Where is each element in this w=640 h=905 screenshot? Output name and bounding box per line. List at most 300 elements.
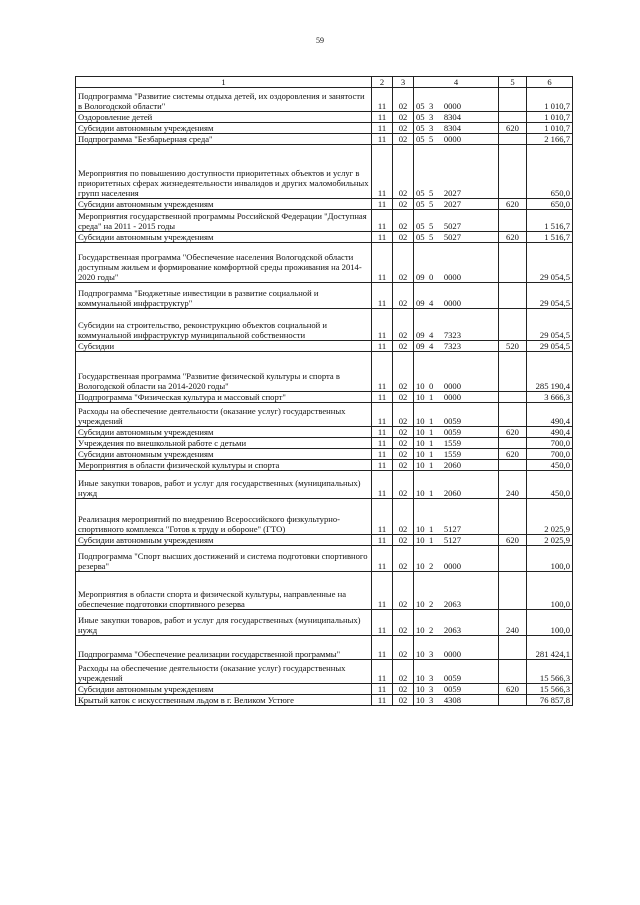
row-col-5 bbox=[499, 210, 527, 232]
row-col-2: 11 bbox=[372, 535, 393, 546]
table-row bbox=[76, 535, 573, 546]
table-row bbox=[76, 341, 573, 352]
row-name: Мероприятия по повышению доступности приоритетных объектов и услуг в приоритетных сферах жизнедеятельности инвалидов и других маломобильных групп населения bbox=[76, 145, 372, 199]
row-name: Реализация мероприятий по внедрению Всероссийского физкультурно-спортивного комплекса "Готов к труду и обороне" (ГТО) bbox=[76, 499, 372, 535]
code-program: 10 bbox=[416, 684, 425, 694]
row-name: Государственная программа "Обеспечение населения Вологодской области доступным жильем и формирование комфортной среды проживания на 2014-2020 годы" bbox=[76, 243, 372, 283]
code-direction: 2063 bbox=[443, 599, 461, 609]
row-col-3: 02 bbox=[393, 636, 414, 660]
row-amount: 1 010,7 bbox=[527, 112, 573, 123]
table-row bbox=[76, 199, 573, 210]
code-subprogram: 1 bbox=[429, 427, 434, 437]
row-col-2: 11 bbox=[372, 438, 393, 449]
code-direction: 8304 bbox=[443, 112, 461, 122]
code-direction: 1559 bbox=[443, 449, 461, 459]
row-col-2: 11 bbox=[372, 636, 393, 660]
code-direction: 2027 bbox=[443, 199, 461, 209]
code-program: 05 bbox=[416, 221, 425, 231]
row-col-5: 240 bbox=[499, 610, 527, 636]
row-col-2: 11 bbox=[372, 610, 393, 636]
row-col-2: 11 bbox=[372, 112, 393, 123]
row-col-3: 02 bbox=[393, 134, 414, 145]
table-row bbox=[76, 112, 573, 123]
row-amount: 29 054,5 bbox=[527, 309, 573, 341]
row-col-5: 620 bbox=[499, 684, 527, 695]
code-subprogram: 1 bbox=[429, 416, 434, 426]
code-program: 10 bbox=[416, 488, 425, 498]
table-row bbox=[76, 438, 573, 449]
row-amount: 1 010,7 bbox=[527, 88, 573, 112]
code-direction: 1559 bbox=[443, 438, 461, 448]
row-amount: 450,0 bbox=[527, 460, 573, 471]
row-col-3: 02 bbox=[393, 123, 414, 134]
row-name: Учреждения по внешкольной работе с детьми bbox=[76, 438, 372, 449]
row-col-3: 02 bbox=[393, 660, 414, 684]
code-program: 10 bbox=[416, 392, 425, 402]
row-col-2: 11 bbox=[372, 352, 393, 392]
table-row bbox=[76, 449, 573, 460]
row-target-code bbox=[414, 684, 499, 695]
row-amount: 1 516,7 bbox=[527, 210, 573, 232]
table-row bbox=[76, 145, 573, 199]
table-row bbox=[76, 232, 573, 243]
row-name: Мероприятия в области физической культуры и спорта bbox=[76, 460, 372, 471]
table-row bbox=[76, 684, 573, 695]
row-col-3: 02 bbox=[393, 403, 414, 427]
row-target-code bbox=[414, 112, 499, 123]
code-subprogram: 1 bbox=[429, 535, 434, 545]
code-program: 10 bbox=[416, 599, 425, 609]
table-row bbox=[76, 210, 573, 232]
row-amount: 29 054,5 bbox=[527, 341, 573, 352]
row-col-5 bbox=[499, 309, 527, 341]
row-name: Субсидии автономным учреждениям bbox=[76, 449, 372, 460]
code-program: 09 bbox=[416, 272, 425, 282]
code-program: 09 bbox=[416, 298, 425, 308]
row-amount: 15 566,3 bbox=[527, 660, 573, 684]
table-row bbox=[76, 660, 573, 684]
code-direction: 0059 bbox=[443, 427, 461, 437]
row-target-code bbox=[414, 88, 499, 112]
code-subprogram: 4 bbox=[429, 330, 434, 340]
row-name: Субсидии автономным учреждениям bbox=[76, 684, 372, 695]
row-target-code bbox=[414, 232, 499, 243]
row-col-3: 02 bbox=[393, 243, 414, 283]
row-amount: 1 516,7 bbox=[527, 232, 573, 243]
row-col-5: 620 bbox=[499, 123, 527, 134]
table-row bbox=[76, 471, 573, 499]
page-number: 59 bbox=[316, 36, 324, 45]
code-direction: 5127 bbox=[443, 535, 461, 545]
row-name: Иные закупки товаров, работ и услуг для государственных (муниципальных) нужд bbox=[76, 610, 372, 636]
row-col-3: 02 bbox=[393, 210, 414, 232]
row-col-2: 11 bbox=[372, 460, 393, 471]
row-col-2: 11 bbox=[372, 546, 393, 572]
row-name: Субсидии bbox=[76, 341, 372, 352]
code-program: 10 bbox=[416, 673, 425, 683]
code-program: 05 bbox=[416, 112, 425, 122]
code-subprogram: 1 bbox=[429, 449, 434, 459]
code-direction: 0000 bbox=[443, 272, 461, 282]
row-amount: 2 166,7 bbox=[527, 134, 573, 145]
row-target-code bbox=[414, 660, 499, 684]
header-col-4: 4 bbox=[414, 77, 499, 88]
row-col-5: 520 bbox=[499, 341, 527, 352]
row-target-code bbox=[414, 636, 499, 660]
row-col-5 bbox=[499, 460, 527, 471]
row-col-2: 11 bbox=[372, 695, 393, 706]
row-amount: 490,4 bbox=[527, 427, 573, 438]
code-direction: 7323 bbox=[443, 341, 461, 351]
row-name: Расходы на обеспечение деятельности (оказание услуг) государственных учреждений bbox=[76, 660, 372, 684]
code-program: 05 bbox=[416, 101, 425, 111]
row-target-code bbox=[414, 610, 499, 636]
row-amount: 29 054,5 bbox=[527, 283, 573, 309]
code-program: 10 bbox=[416, 535, 425, 545]
row-target-code bbox=[414, 460, 499, 471]
code-direction: 0059 bbox=[443, 673, 461, 683]
table-row bbox=[76, 88, 573, 112]
code-direction: 0000 bbox=[443, 381, 461, 391]
row-col-3: 02 bbox=[393, 535, 414, 546]
row-name: Субсидии автономным учреждениям bbox=[76, 199, 372, 210]
code-subprogram: 0 bbox=[429, 381, 434, 391]
table-row bbox=[76, 572, 573, 610]
code-direction: 0000 bbox=[443, 649, 461, 659]
code-program: 10 bbox=[416, 416, 425, 426]
code-direction: 5127 bbox=[443, 524, 461, 534]
code-subprogram: 3 bbox=[429, 695, 434, 705]
row-col-3: 02 bbox=[393, 309, 414, 341]
code-direction: 5027 bbox=[443, 221, 461, 231]
row-name: Крытый каток с искусственным льдом в г. Великом Устюге bbox=[76, 695, 372, 706]
code-program: 09 bbox=[416, 330, 425, 340]
row-name: Подпрограмма "Развитие системы отдыха детей, их оздоровления и занятости в Вологодской области" bbox=[76, 88, 372, 112]
code-program: 05 bbox=[416, 199, 425, 209]
header-col-6: 6 bbox=[527, 77, 573, 88]
row-name: Подпрограмма "Безбарьерная среда" bbox=[76, 134, 372, 145]
row-amount: 100,0 bbox=[527, 572, 573, 610]
row-target-code bbox=[414, 546, 499, 572]
header-col-3: 3 bbox=[393, 77, 414, 88]
code-program: 10 bbox=[416, 625, 425, 635]
row-col-3: 02 bbox=[393, 352, 414, 392]
table-row bbox=[76, 392, 573, 403]
row-target-code bbox=[414, 283, 499, 309]
row-col-2: 11 bbox=[372, 243, 393, 283]
code-program: 10 bbox=[416, 381, 425, 391]
row-col-3: 02 bbox=[393, 438, 414, 449]
row-col-3: 02 bbox=[393, 112, 414, 123]
row-col-2: 11 bbox=[372, 341, 393, 352]
code-direction: 2063 bbox=[443, 625, 461, 635]
row-target-code bbox=[414, 199, 499, 210]
row-amount: 3 666,3 bbox=[527, 392, 573, 403]
code-program: 10 bbox=[416, 449, 425, 459]
row-col-5 bbox=[499, 695, 527, 706]
row-amount: 285 190,4 bbox=[527, 352, 573, 392]
row-col-5 bbox=[499, 572, 527, 610]
row-col-5 bbox=[499, 438, 527, 449]
row-col-2: 11 bbox=[372, 145, 393, 199]
row-target-code bbox=[414, 392, 499, 403]
row-col-3: 02 bbox=[393, 88, 414, 112]
table-row bbox=[76, 427, 573, 438]
code-program: 10 bbox=[416, 695, 425, 705]
row-col-3: 02 bbox=[393, 684, 414, 695]
table-row bbox=[76, 352, 573, 392]
row-col-3: 02 bbox=[393, 145, 414, 199]
code-subprogram: 1 bbox=[429, 460, 434, 470]
code-direction: 2060 bbox=[443, 460, 461, 470]
row-col-5 bbox=[499, 134, 527, 145]
code-direction: 2027 bbox=[443, 188, 461, 198]
row-col-5 bbox=[499, 88, 527, 112]
row-amount: 700,0 bbox=[527, 449, 573, 460]
code-direction: 0000 bbox=[443, 101, 461, 111]
row-target-code bbox=[414, 309, 499, 341]
row-target-code bbox=[414, 123, 499, 134]
code-program: 10 bbox=[416, 438, 425, 448]
header-col-5: 5 bbox=[499, 77, 527, 88]
code-direction: 4308 bbox=[443, 695, 461, 705]
row-col-2: 11 bbox=[372, 427, 393, 438]
code-direction: 0000 bbox=[443, 561, 461, 571]
row-col-3: 02 bbox=[393, 283, 414, 309]
row-col-5 bbox=[499, 499, 527, 535]
row-col-3: 02 bbox=[393, 695, 414, 706]
row-col-5 bbox=[499, 546, 527, 572]
row-col-2: 11 bbox=[372, 392, 393, 403]
code-subprogram: 0 bbox=[429, 272, 434, 282]
row-target-code bbox=[414, 572, 499, 610]
row-col-3: 02 bbox=[393, 610, 414, 636]
code-program: 05 bbox=[416, 232, 425, 242]
row-col-5 bbox=[499, 352, 527, 392]
row-col-5 bbox=[499, 660, 527, 684]
row-col-2: 11 bbox=[372, 684, 393, 695]
row-name: Расходы на обеспечение деятельности (оказание услуг) государственных учреждений bbox=[76, 403, 372, 427]
row-name: Подпрограмма "Спорт высших достижений и система подготовки спортивного резерва" bbox=[76, 546, 372, 572]
row-amount: 2 025,9 bbox=[527, 535, 573, 546]
table-row bbox=[76, 123, 573, 134]
code-subprogram: 4 bbox=[429, 298, 434, 308]
row-col-2: 11 bbox=[372, 499, 393, 535]
row-target-code bbox=[414, 210, 499, 232]
code-program: 10 bbox=[416, 561, 425, 571]
budget-table bbox=[75, 76, 573, 706]
row-col-2: 11 bbox=[372, 134, 393, 145]
row-name: Подпрограмма "Обеспечение реализации государственной программы" bbox=[76, 636, 372, 660]
code-subprogram: 1 bbox=[429, 392, 434, 402]
code-program: 10 bbox=[416, 524, 425, 534]
table-row bbox=[76, 460, 573, 471]
row-col-2: 11 bbox=[372, 660, 393, 684]
row-target-code bbox=[414, 438, 499, 449]
code-program: 10 bbox=[416, 460, 425, 470]
row-col-3: 02 bbox=[393, 392, 414, 403]
code-subprogram: 3 bbox=[429, 112, 434, 122]
code-program: 05 bbox=[416, 134, 425, 144]
table-row bbox=[76, 134, 573, 145]
row-name: Оздоровление детей bbox=[76, 112, 372, 123]
row-col-5 bbox=[499, 636, 527, 660]
row-col-2: 11 bbox=[372, 232, 393, 243]
table-row bbox=[76, 283, 573, 309]
row-amount: 650,0 bbox=[527, 199, 573, 210]
header-row bbox=[76, 77, 573, 88]
row-col-5: 240 bbox=[499, 471, 527, 499]
row-target-code bbox=[414, 695, 499, 706]
code-program: 09 bbox=[416, 341, 425, 351]
row-col-3: 02 bbox=[393, 471, 414, 499]
code-direction: 8304 bbox=[443, 123, 461, 133]
row-target-code bbox=[414, 145, 499, 199]
row-target-code bbox=[414, 471, 499, 499]
table-header bbox=[76, 77, 573, 88]
row-col-5 bbox=[499, 283, 527, 309]
code-subprogram: 1 bbox=[429, 524, 434, 534]
row-amount: 490,4 bbox=[527, 403, 573, 427]
row-col-3: 02 bbox=[393, 199, 414, 210]
row-col-5: 620 bbox=[499, 427, 527, 438]
code-direction: 5027 bbox=[443, 232, 461, 242]
row-col-2: 11 bbox=[372, 199, 393, 210]
code-direction: 0059 bbox=[443, 416, 461, 426]
row-col-2: 11 bbox=[372, 572, 393, 610]
row-col-5 bbox=[499, 392, 527, 403]
row-col-2: 11 bbox=[372, 123, 393, 134]
code-subprogram: 5 bbox=[429, 134, 434, 144]
code-direction: 2060 bbox=[443, 488, 461, 498]
code-direction: 7323 bbox=[443, 330, 461, 340]
row-amount: 100,0 bbox=[527, 546, 573, 572]
code-subprogram: 5 bbox=[429, 232, 434, 242]
code-subprogram: 5 bbox=[429, 199, 434, 209]
row-col-5 bbox=[499, 145, 527, 199]
row-col-5: 620 bbox=[499, 535, 527, 546]
row-amount: 650,0 bbox=[527, 145, 573, 199]
row-amount: 281 424,1 bbox=[527, 636, 573, 660]
code-program: 10 bbox=[416, 427, 425, 437]
code-subprogram: 5 bbox=[429, 221, 434, 231]
code-subprogram: 5 bbox=[429, 188, 434, 198]
code-subprogram: 1 bbox=[429, 438, 434, 448]
code-subprogram: 2 bbox=[429, 625, 434, 635]
row-col-3: 02 bbox=[393, 546, 414, 572]
row-col-2: 11 bbox=[372, 309, 393, 341]
table-body bbox=[76, 88, 573, 706]
row-amount: 15 566,3 bbox=[527, 684, 573, 695]
row-name: Мероприятия государственной программы Российской Федерации "Доступная среда" на 2011 - 2015 годы bbox=[76, 210, 372, 232]
row-amount: 100,0 bbox=[527, 610, 573, 636]
code-direction: 0000 bbox=[443, 298, 461, 308]
row-col-2: 11 bbox=[372, 449, 393, 460]
row-col-2: 11 bbox=[372, 471, 393, 499]
row-name: Субсидии автономным учреждениям bbox=[76, 123, 372, 134]
table-row bbox=[76, 695, 573, 706]
code-subprogram: 3 bbox=[429, 101, 434, 111]
row-col-2: 11 bbox=[372, 283, 393, 309]
code-subprogram: 3 bbox=[429, 684, 434, 694]
row-col-3: 02 bbox=[393, 232, 414, 243]
row-col-5: 620 bbox=[499, 232, 527, 243]
row-target-code bbox=[414, 341, 499, 352]
table-row bbox=[76, 499, 573, 535]
row-col-3: 02 bbox=[393, 499, 414, 535]
table-row bbox=[76, 610, 573, 636]
code-subprogram: 3 bbox=[429, 123, 434, 133]
row-target-code bbox=[414, 243, 499, 283]
row-amount: 29 054,5 bbox=[527, 243, 573, 283]
row-amount: 700,0 bbox=[527, 438, 573, 449]
row-col-3: 02 bbox=[393, 460, 414, 471]
table-row bbox=[76, 636, 573, 660]
row-col-2: 11 bbox=[372, 88, 393, 112]
row-name: Субсидии автономным учреждениям bbox=[76, 232, 372, 243]
code-program: 10 bbox=[416, 649, 425, 659]
row-target-code bbox=[414, 427, 499, 438]
row-name: Иные закупки товаров, работ и услуг для государственных (муниципальных) нужд bbox=[76, 471, 372, 499]
row-col-3: 02 bbox=[393, 449, 414, 460]
row-col-5 bbox=[499, 243, 527, 283]
code-subprogram: 1 bbox=[429, 488, 434, 498]
code-direction: 0059 bbox=[443, 684, 461, 694]
row-target-code bbox=[414, 352, 499, 392]
row-col-3: 02 bbox=[393, 341, 414, 352]
code-program: 05 bbox=[416, 188, 425, 198]
code-subprogram: 2 bbox=[429, 599, 434, 609]
row-col-2: 11 bbox=[372, 403, 393, 427]
row-name: Мероприятия в области спорта и физической культуры, направленные на обеспечение подготовки спортивного резерва bbox=[76, 572, 372, 610]
table-row bbox=[76, 309, 573, 341]
row-name: Подпрограмма "Физическая культура и массовый спорт" bbox=[76, 392, 372, 403]
table-row bbox=[76, 403, 573, 427]
row-col-5 bbox=[499, 403, 527, 427]
row-col-5: 620 bbox=[499, 199, 527, 210]
row-target-code bbox=[414, 535, 499, 546]
row-col-3: 02 bbox=[393, 427, 414, 438]
row-col-5 bbox=[499, 112, 527, 123]
header-col-2: 2 bbox=[372, 77, 393, 88]
table-row bbox=[76, 546, 573, 572]
row-col-2: 11 bbox=[372, 210, 393, 232]
row-target-code bbox=[414, 499, 499, 535]
row-amount: 1 010,7 bbox=[527, 123, 573, 134]
row-col-3: 02 bbox=[393, 572, 414, 610]
row-amount: 450,0 bbox=[527, 471, 573, 499]
row-name: Субсидии автономным учреждениям bbox=[76, 535, 372, 546]
header-col-1: 1 bbox=[76, 77, 372, 88]
row-col-5: 620 bbox=[499, 449, 527, 460]
row-name: Государственная программа "Развитие физической культуры и спорта в Вологодской области на 2014-2020 годы" bbox=[76, 352, 372, 392]
code-direction: 0000 bbox=[443, 134, 461, 144]
row-target-code bbox=[414, 403, 499, 427]
code-subprogram: 2 bbox=[429, 561, 434, 571]
code-subprogram: 3 bbox=[429, 649, 434, 659]
row-name: Подпрограмма "Бюджетные инвестиции в развитие социальной и коммунальной инфраструктур" bbox=[76, 283, 372, 309]
row-amount: 2 025,9 bbox=[527, 499, 573, 535]
row-name: Субсидии автономным учреждениям bbox=[76, 427, 372, 438]
row-name: Субсидии на строительство, реконструкцию объектов социальной и коммунальной инфраструктур муниципальной собственности bbox=[76, 309, 372, 341]
table-row bbox=[76, 243, 573, 283]
row-target-code bbox=[414, 449, 499, 460]
code-direction: 0000 bbox=[443, 392, 461, 402]
row-amount: 76 857,8 bbox=[527, 695, 573, 706]
row-target-code bbox=[414, 134, 499, 145]
code-program: 05 bbox=[416, 123, 425, 133]
code-subprogram: 4 bbox=[429, 341, 434, 351]
